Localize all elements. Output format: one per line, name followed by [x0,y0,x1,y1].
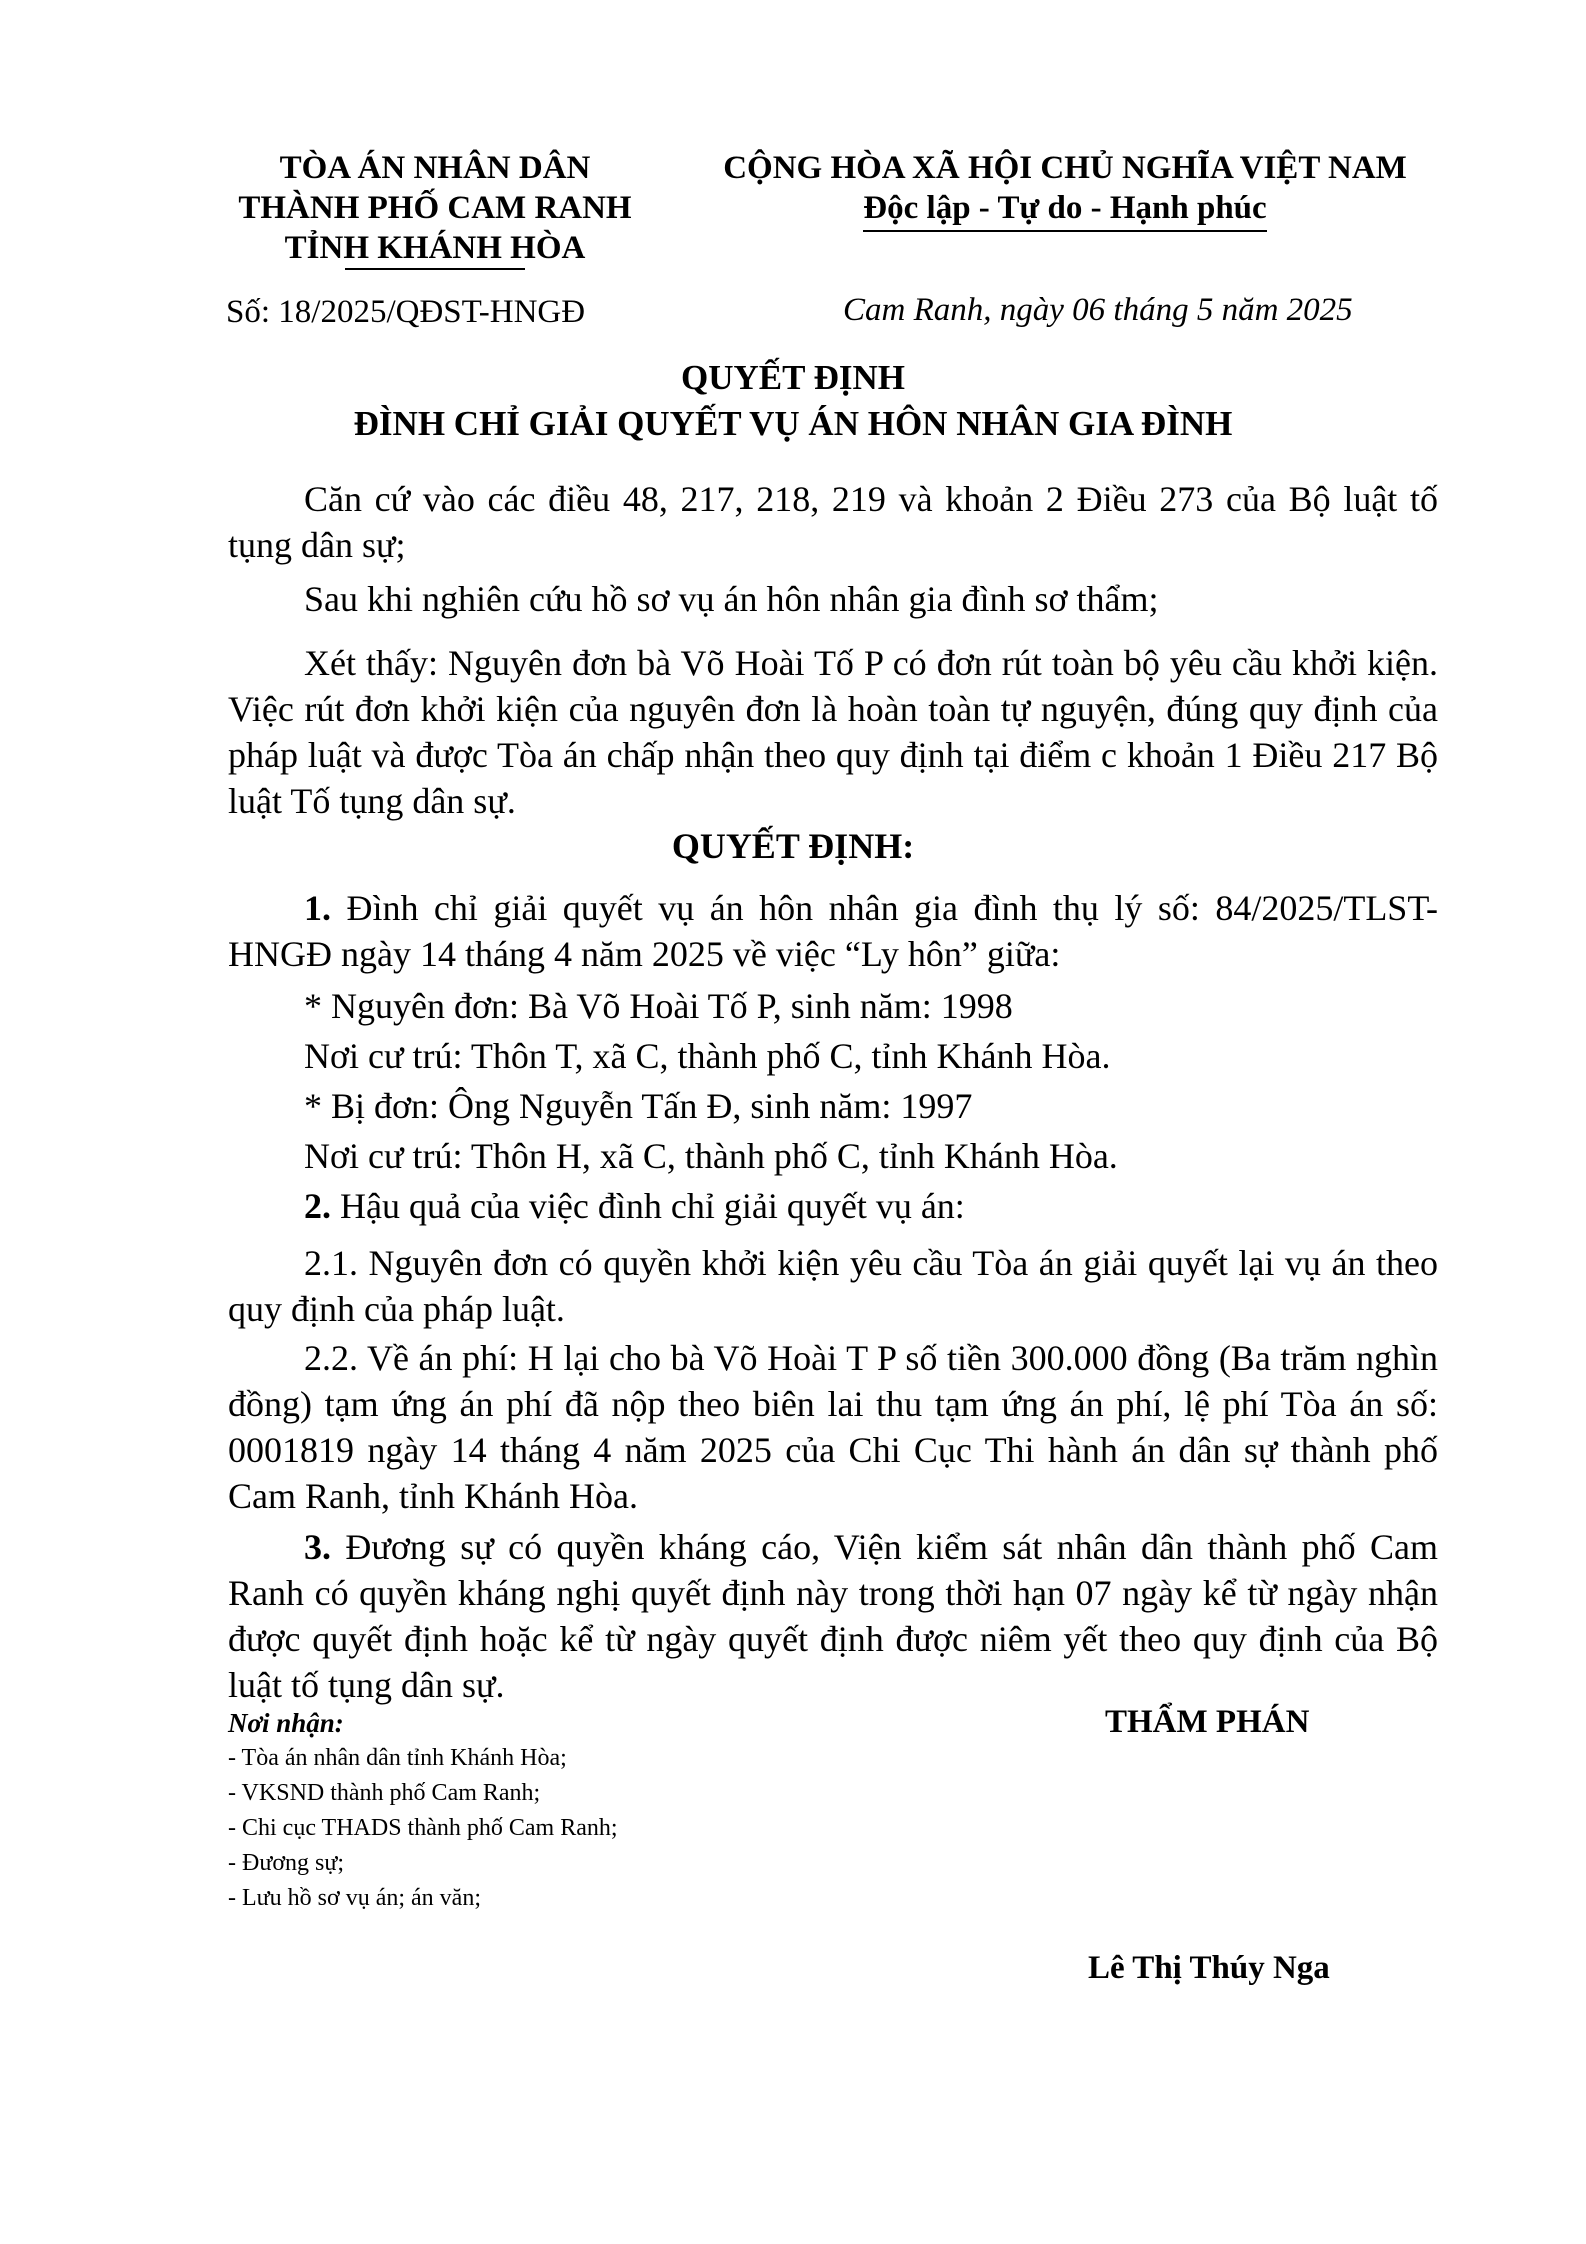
item-2-text: Hậu quả của việc đình chỉ giải quyết vụ án: [331,1186,965,1226]
legal-basis-text: Căn cứ vào các điều 48, 217, 218, 219 và khoản 2 Điều 273 của Bộ luật tố tụng dân sự; [228,479,1438,565]
decision-item-2-1 [228,1240,1438,1332]
document-subtitle: ĐÌNH CHỈ GIẢI QUYẾT VỤ ÁN HÔN NHÂN GIA ĐÌNH [353,404,1233,443]
decision-item-2 [304,1183,965,1229]
judge-title: THẨM PHÁN [1105,1704,1310,1740]
judge-name: Lê Thị Thúy Nga [1088,1950,1330,1986]
item-3-number: 3. [304,1527,331,1567]
legal-basis-paragraph [228,476,1438,568]
defendant-line: * Bị đơn: Ông Nguyễn Tấn Đ, sinh năm: 1997 [304,1086,973,1126]
document-number: Số: 18/2025/QĐST-HNGĐ [226,294,586,330]
item-2-2-text: 2.2. Về án phí: H lại cho bà Võ Hoài T P số tiền 300.000 đồng (Ba trăm nghìn đồng) tạm ứng án phí đã nộp theo biên lai thu tạm ứng án phí, lệ phí Tòa án số: 0001819 ngày 14 tháng 4 năm 2025 của Chi Cục Thi hành án dân sự thành phố Cam Ranh, tỉnh Khánh Hòa. [228,1338,1438,1516]
document-title: QUYẾT ĐỊNH [681,358,905,397]
recipients-block [228,1706,618,1916]
recipients-heading: Nơi nhận: [228,1708,344,1738]
decision-item-3 [228,1524,1438,1708]
plaintiff-line: * Nguyên đơn: Bà Võ Hoài Tố P, sinh năm: 1998 [304,986,1013,1026]
item-1-text: Đình chỉ giải quyết vụ án hôn nhân gia đình thụ lý số: 84/2025/TLST-HNGĐ ngày 14 tháng 4 năm 2025 về việc “Ly hôn” giữa: [228,888,1438,974]
court-line-2: THÀNH PHỐ CAM RANH [238,190,632,226]
research-paragraph [228,576,1438,622]
national-heading-block [710,148,1420,232]
defendant-residence: Nơi cư trú: Thôn H, xã C, thành phố C, tỉnh Khánh Hòa. [304,1136,1118,1176]
decision-heading: QUYẾT ĐỊNH: [671,826,915,866]
decision-item-2-2 [228,1335,1438,1519]
court-line-3: TỈNH KHÁNH HÒA [284,230,586,266]
research-text: Sau khi nghiên cứu hồ sơ vụ án hôn nhân gia đình sơ thẩm; [304,579,1159,619]
court-name-block [205,148,665,268]
consideration-paragraph [228,640,1438,824]
recipient-item: - Đương sự; [228,1850,345,1876]
recipient-item: - Tòa án nhân dân tỉnh Khánh Hòa; [228,1745,567,1771]
court-underline [345,268,525,270]
consideration-text: Xét thấy: Nguyên đơn bà Võ Hoài Tố P có đơn rút toàn bộ yêu cầu khởi kiện. Việc rút đơn khởi kiện của nguyên đơn là hoàn toàn tự nguyện, đúng quy định của pháp luật và được Tòa án chấp nhận theo quy định tại điểm c khoản 1 Điều 217 Bộ luật Tố tụng dân sự. [228,643,1438,821]
place-and-date: Cam Ranh, ngày 06 tháng 5 năm 2025 [843,292,1353,328]
court-line-1: TÒA ÁN NHÂN DÂN [279,150,591,186]
recipient-item: - VKSND thành phố Cam Ranh; [228,1780,541,1806]
item-3-text: Đương sự có quyền kháng cáo, Viện kiểm sát nhân dân thành phố Cam Ranh có quyền kháng nghị quyết định này trong thời hạn 07 ngày kể từ ngày nhận được quyết định hoặc kể từ ngày quyết định được niêm yết theo quy định của Bộ luật tố tụng dân sự. [228,1527,1438,1705]
item-1-number: 1. [304,888,331,928]
nation-name: CỘNG HÒA XÃ HỘI CHỦ NGHĨA VIỆT NAM [723,150,1407,186]
recipient-item: - Lưu hồ sơ vụ án; án văn; [228,1885,481,1911]
item-2-number: 2. [304,1186,331,1226]
national-motto: Độc lập - Tự do - Hạnh phúc [863,188,1266,232]
recipient-item: - Chi cục THADS thành phố Cam Ranh; [228,1815,618,1841]
plaintiff-residence: Nơi cư trú: Thôn T, xã C, thành phố C, tỉnh Khánh Hòa. [304,1036,1111,1076]
item-2-1-text: 2.1. Nguyên đơn có quyền khởi kiện yêu cầu Tòa án giải quyết lại vụ án theo quy định của pháp luật. [228,1243,1438,1329]
decision-item-1 [228,885,1438,977]
